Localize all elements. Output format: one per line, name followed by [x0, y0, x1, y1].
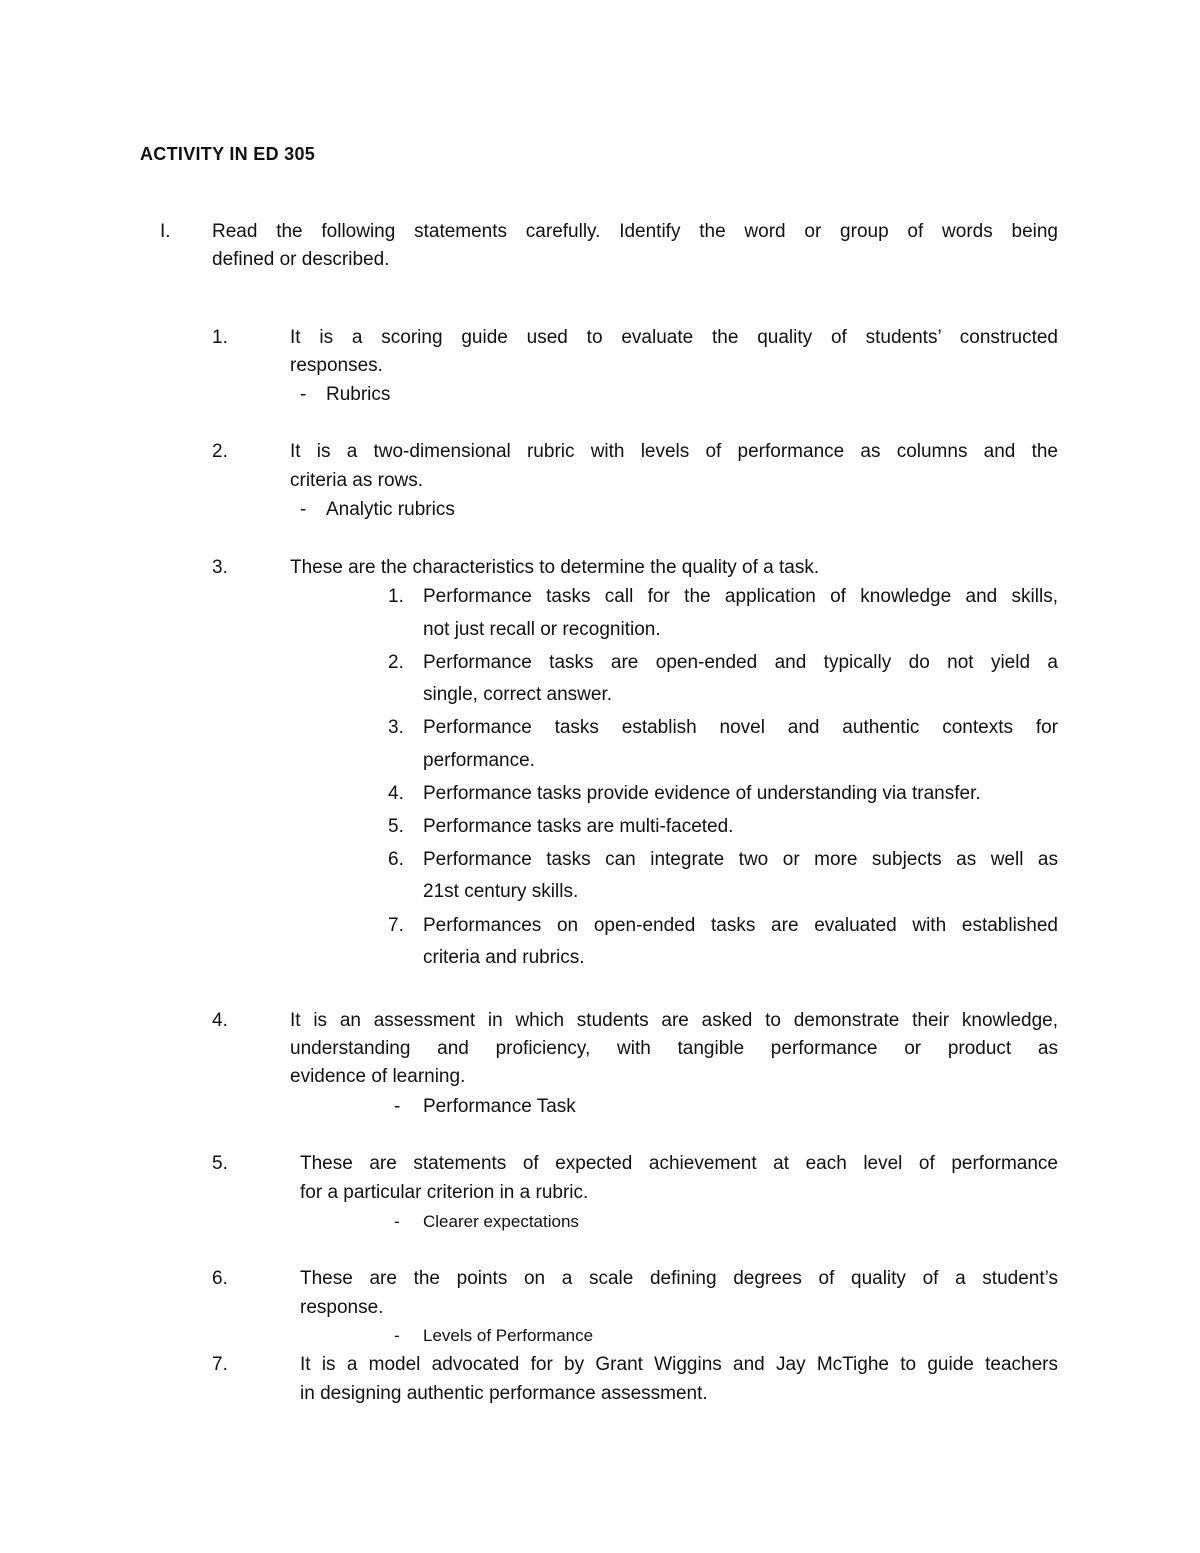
item-answer: Rubrics: [326, 384, 391, 405]
part-numeral: I.: [160, 221, 171, 242]
subitem-text-line: Performance tasks can integrate two or more subjects as well as: [423, 849, 1058, 870]
item-text-line: It is a two-dimensional rubric with levels of performance as columns and the: [290, 441, 1058, 462]
subitem-number: 7.: [388, 915, 404, 936]
answer-dash: -: [300, 384, 307, 405]
item-number: 4.: [212, 1010, 228, 1031]
item-number: 2.: [212, 441, 228, 462]
answer-dash: -: [394, 1096, 401, 1117]
item-text-line: These are statements of expected achievement at each level of performance: [300, 1153, 1058, 1174]
subitem-text-line: criteria and rubrics.: [423, 947, 585, 968]
document-title: ACTIVITY IN ED 305: [140, 144, 316, 164]
item-text-line: for a particular criterion in a rubric.: [300, 1182, 589, 1203]
item-text-line: in designing authentic performance assessment.: [300, 1383, 708, 1404]
answer-dash: -: [300, 499, 307, 520]
answer-dash: -: [394, 1326, 400, 1345]
subitem-text-line: Performance tasks provide evidence of understanding via transfer.: [423, 783, 981, 804]
subitem-text-line: Performance tasks call for the application of knowledge and skills,: [423, 586, 1058, 607]
item-text-line: It is an assessment in which students are asked to demonstrate their knowledge,: [290, 1010, 1058, 1031]
answer-dash: -: [394, 1212, 400, 1231]
item-text-line: These are the points on a scale defining degrees of quality of a student’s: [300, 1268, 1058, 1289]
subitem-text-line: performance.: [423, 750, 535, 771]
subitem-text-line: Performance tasks establish novel and authentic contexts for: [423, 717, 1058, 738]
item-number: 5.: [212, 1153, 228, 1174]
subitem-text-line: single, correct answer.: [423, 684, 613, 705]
subitem-text-line: not just recall or recognition.: [423, 619, 661, 640]
subitem-text-line: Performances on open-ended tasks are evaluated with established: [423, 915, 1058, 936]
item-answer: Levels of Performance: [423, 1326, 594, 1345]
item-text-line: criteria as rows.: [290, 470, 424, 491]
item-text-line: These are the characteristics to determine the quality of a task.: [290, 557, 820, 578]
item-text-line: evidence of learning.: [290, 1066, 466, 1087]
subitem-text-line: Performance tasks are multi-faceted.: [423, 816, 734, 837]
item-number: 3.: [212, 557, 228, 578]
subitem-number: 1.: [388, 586, 404, 607]
item-answer: Clearer expectations: [423, 1212, 579, 1231]
subitem-number: 4.: [388, 783, 404, 804]
subitem-text-line: Performance tasks are open-ended and typically do not yield a: [423, 652, 1058, 673]
item-text-line: It is a model advocated for by Grant Wiggins and Jay McTighe to guide teachers: [300, 1354, 1058, 1375]
instruction-line-1: Read the following statements carefully. Identify the word or group of words being: [212, 221, 1058, 242]
item-answer: Performance Task: [423, 1096, 576, 1117]
item-answer: Analytic rubrics: [326, 499, 455, 520]
instruction-line-2: defined or described.: [212, 249, 390, 270]
item-number: 7.: [212, 1354, 228, 1375]
item-text-line: response.: [300, 1297, 384, 1318]
subitem-number: 3.: [388, 717, 404, 738]
item-number: 1.: [212, 327, 228, 348]
subitem-number: 6.: [388, 849, 404, 870]
item-text-line: responses.: [290, 355, 383, 376]
subitem-number: 5.: [388, 816, 404, 837]
item-text-line: understanding and proficiency, with tangible performance or product as: [290, 1038, 1058, 1059]
subitem-text-line: 21st century skills.: [423, 881, 579, 902]
subitem-number: 2.: [388, 652, 404, 673]
item-text-line: It is a scoring guide used to evaluate the quality of students’ constructed: [290, 327, 1058, 348]
item-number: 6.: [212, 1268, 228, 1289]
